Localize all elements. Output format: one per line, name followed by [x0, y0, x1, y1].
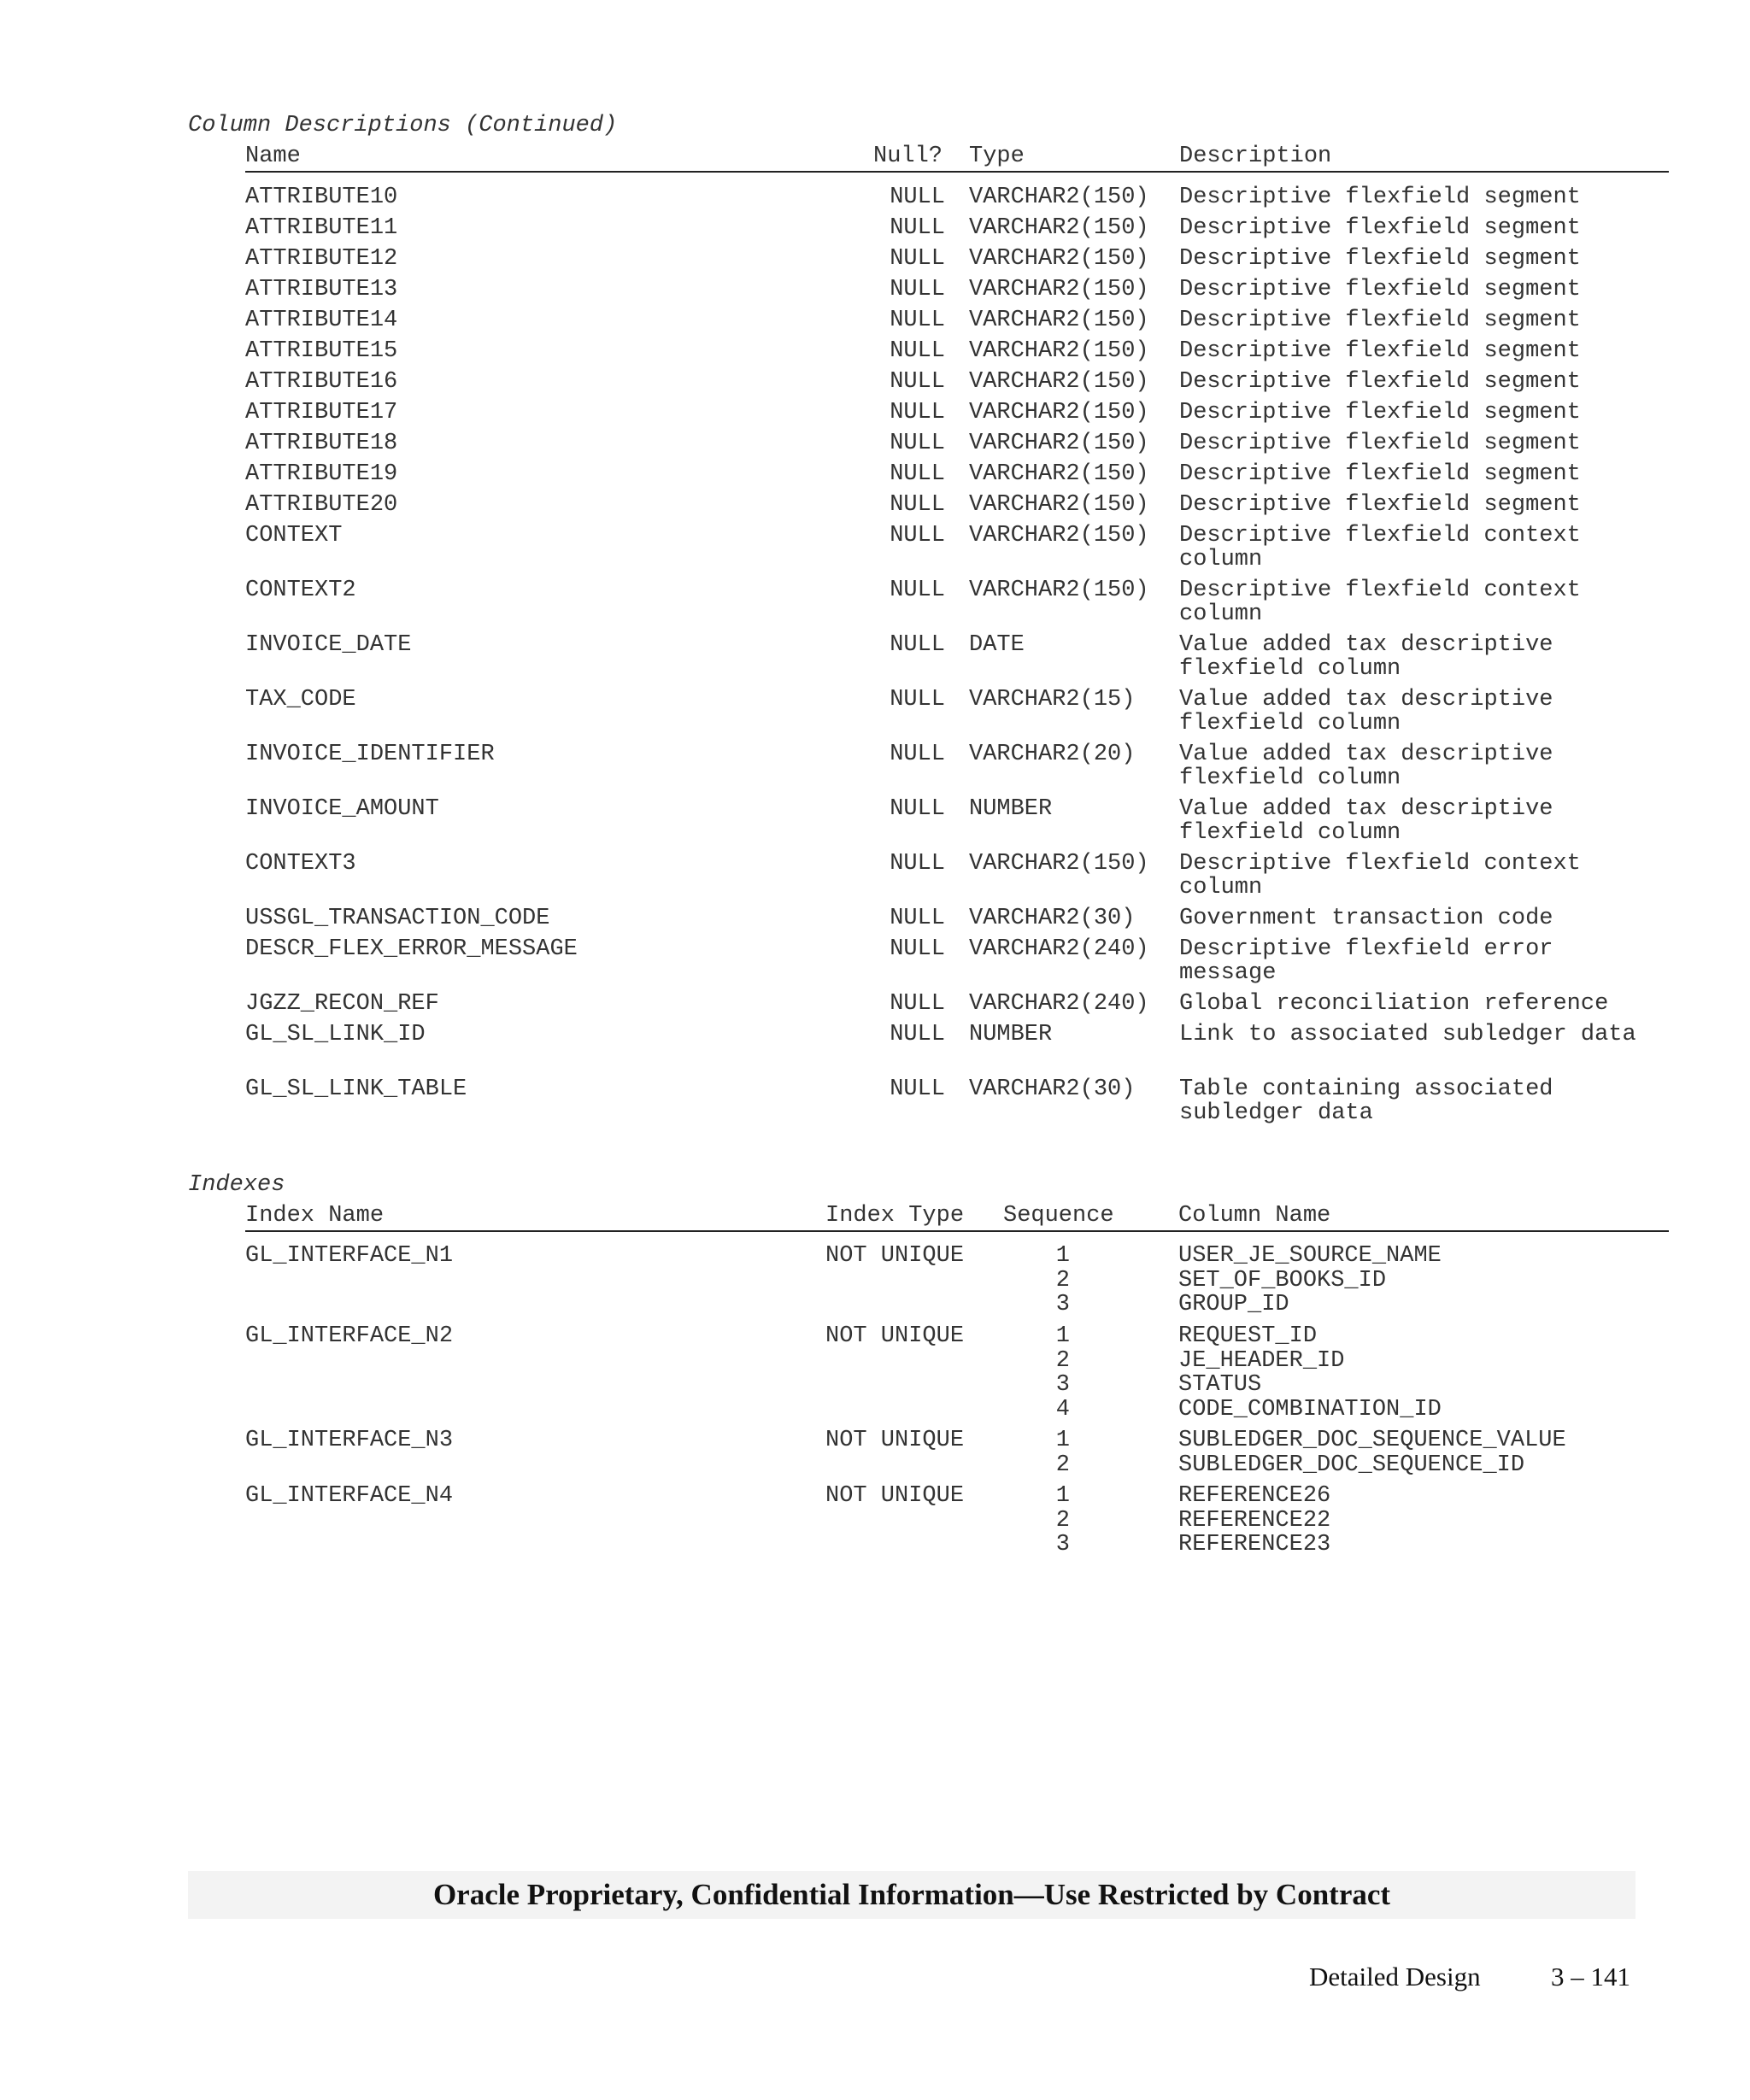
index-column-name: REFERENCE22 [1178, 1508, 1331, 1534]
index-column-name: SUBLEDGER_DOC_SEQUENCE_ID [1178, 1452, 1525, 1478]
column-type: VARCHAR2(150) [969, 492, 1149, 518]
column-descriptions-title: Column Descriptions (Continued) [188, 113, 618, 138]
column-name: DESCR_FLEX_ERROR_MESSAGE [245, 936, 578, 962]
index-type: NOT UNIQUE [825, 1483, 965, 1509]
column-description: Value added tax descriptive flexfield column [1179, 796, 1553, 846]
column-type: VARCHAR2(240) [969, 936, 1149, 962]
index-type: NOT UNIQUE [825, 1323, 965, 1349]
column-null: NULL [890, 215, 945, 241]
column-description: Value added tax descriptive flexfield column [1179, 742, 1553, 791]
column-null: NULL [890, 687, 945, 713]
index-sequence: 1 [1055, 1428, 1070, 1453]
column-description: Descriptive flexfield context column [1179, 523, 1581, 572]
column-name: ATTRIBUTE13 [245, 277, 398, 302]
header-name: Name [245, 144, 301, 169]
column-null: NULL [890, 742, 945, 767]
column-null: NULL [890, 632, 945, 658]
column-description: Descriptive flexfield context column [1179, 578, 1581, 627]
column-type: VARCHAR2(150) [969, 185, 1149, 210]
column-description: Descriptive flexfield context column [1179, 851, 1581, 900]
column-null: NULL [890, 1022, 945, 1047]
column-name: ATTRIBUTE12 [245, 246, 398, 272]
column-null: NULL [890, 1076, 945, 1102]
index-column-name: REFERENCE23 [1178, 1532, 1331, 1557]
index-sequence: 2 [1055, 1348, 1070, 1374]
index-column-name: JE_HEADER_ID [1178, 1348, 1345, 1374]
column-type: VARCHAR2(150) [969, 431, 1149, 456]
column-description: Descriptive flexfield segment [1179, 369, 1581, 395]
column-description: Descriptive flexfield error message [1179, 936, 1553, 986]
column-type: VARCHAR2(20) [969, 742, 1136, 767]
column-type: VARCHAR2(150) [969, 246, 1149, 272]
column-name: GL_SL_LINK_TABLE [245, 1076, 467, 1102]
index-sequence: 3 [1055, 1292, 1070, 1317]
index-sequence: 2 [1055, 1452, 1070, 1478]
column-name: USSGL_TRANSACTION_CODE [245, 906, 550, 931]
index-sequence: 1 [1055, 1323, 1070, 1349]
column-name: CONTEXT [245, 523, 343, 548]
column-null: NULL [890, 277, 945, 302]
column-type: VARCHAR2(240) [969, 991, 1149, 1017]
column-description: Descriptive flexfield segment [1179, 277, 1581, 302]
column-type: VARCHAR2(150) [969, 215, 1149, 241]
column-null: NULL [890, 936, 945, 962]
page-number: 3 – 141 [1551, 1962, 1630, 1991]
column-name: CONTEXT2 [245, 578, 356, 603]
confidential-notice: Oracle Proprietary, Confidential Information––Use Restricted by Contract [432, 1878, 1391, 1911]
index-sequence: 2 [1055, 1268, 1070, 1293]
column-type: VARCHAR2(150) [969, 277, 1149, 302]
index-column-name: GROUP_ID [1178, 1292, 1289, 1317]
column-type: VARCHAR2(150) [969, 851, 1149, 877]
column-name: JGZZ_RECON_REF [245, 991, 439, 1017]
section-name: Detailed Design [1309, 1962, 1481, 1991]
index-type: NOT UNIQUE [825, 1243, 965, 1269]
index-sequence: 3 [1055, 1372, 1070, 1398]
column-type: NUMBER [969, 796, 1053, 822]
header-index-name: Index Name [245, 1203, 385, 1229]
column-name: TAX_CODE [245, 687, 356, 713]
column-null: NULL [890, 991, 945, 1017]
column-name: GL_SL_LINK_ID [245, 1022, 426, 1047]
header-column-name: Column Name [1178, 1203, 1331, 1229]
index-column-name: REFERENCE26 [1178, 1483, 1331, 1509]
header-null: Null? [873, 144, 943, 169]
column-description: Table containing associated subledger data [1179, 1076, 1553, 1126]
column-description: Descriptive flexfield segment [1179, 185, 1581, 210]
index-header-rule [245, 1230, 1669, 1232]
index-name: GL_INTERFACE_N1 [245, 1243, 454, 1269]
column-type: VARCHAR2(30) [969, 906, 1136, 931]
index-sequence: 3 [1055, 1532, 1070, 1557]
column-description: Descriptive flexfield segment [1179, 400, 1581, 425]
header-sequence: Sequence [1003, 1203, 1114, 1229]
column-type: VARCHAR2(150) [969, 400, 1149, 425]
column-null: NULL [890, 461, 945, 487]
column-type: VARCHAR2(150) [969, 461, 1149, 487]
column-description: Descriptive flexfield segment [1179, 431, 1581, 456]
index-column-name: SUBLEDGER_DOC_SEQUENCE_VALUE [1178, 1428, 1566, 1453]
column-null: NULL [890, 906, 945, 931]
column-null: NULL [890, 369, 945, 395]
column-name: ATTRIBUTE19 [245, 461, 398, 487]
index-column-name: SET_OF_BOOKS_ID [1178, 1268, 1387, 1293]
column-description: Global reconciliation reference [1179, 991, 1609, 1017]
column-null: NULL [890, 338, 945, 364]
column-name: ATTRIBUTE10 [245, 185, 398, 210]
column-null: NULL [890, 308, 945, 333]
column-description: Value added tax descriptive flexfield column [1179, 632, 1553, 682]
column-name: ATTRIBUTE14 [245, 308, 398, 333]
column-description: Descriptive flexfield segment [1179, 246, 1581, 272]
column-null: NULL [890, 796, 945, 822]
index-sequence: 2 [1055, 1508, 1070, 1534]
index-type: NOT UNIQUE [825, 1428, 965, 1453]
column-description: Descriptive flexfield segment [1179, 308, 1581, 333]
index-column-name: REQUEST_ID [1178, 1323, 1318, 1349]
index-name: GL_INTERFACE_N2 [245, 1323, 454, 1349]
index-sequence: 4 [1055, 1397, 1070, 1422]
indexes-title: Indexes [188, 1172, 285, 1198]
column-type: VARCHAR2(150) [969, 523, 1149, 548]
column-null: NULL [890, 492, 945, 518]
column-name: ATTRIBUTE17 [245, 400, 398, 425]
header-index-type: Index Type [825, 1203, 965, 1229]
column-name: ATTRIBUTE16 [245, 369, 398, 395]
column-null: NULL [890, 400, 945, 425]
column-header-rule [245, 171, 1669, 173]
column-null: NULL [890, 578, 945, 603]
column-name: ATTRIBUTE18 [245, 431, 398, 456]
column-name: INVOICE_DATE [245, 632, 412, 658]
column-description: Value added tax descriptive flexfield column [1179, 687, 1553, 736]
column-name: ATTRIBUTE20 [245, 492, 398, 518]
column-description: Descriptive flexfield segment [1179, 338, 1581, 364]
header-description: Description [1179, 144, 1332, 169]
index-sequence: 1 [1055, 1243, 1070, 1269]
column-type: VARCHAR2(30) [969, 1076, 1136, 1102]
column-type: VARCHAR2(150) [969, 578, 1149, 603]
index-sequence: 1 [1055, 1483, 1070, 1509]
index-column-name: STATUS [1178, 1372, 1262, 1398]
column-name: INVOICE_AMOUNT [245, 796, 439, 822]
index-name: GL_INTERFACE_N4 [245, 1483, 454, 1509]
column-description: Government transaction code [1179, 906, 1553, 931]
column-type: VARCHAR2(15) [969, 687, 1136, 713]
column-name: CONTEXT3 [245, 851, 356, 877]
index-column-name: USER_JE_SOURCE_NAME [1178, 1243, 1442, 1269]
column-type: NUMBER [969, 1022, 1053, 1047]
header-type: Type [969, 144, 1025, 169]
column-null: NULL [890, 185, 945, 210]
column-description: Descriptive flexfield segment [1179, 215, 1581, 241]
column-type: DATE [969, 632, 1025, 658]
column-name: INVOICE_IDENTIFIER [245, 742, 495, 767]
column-null: NULL [890, 431, 945, 456]
column-type: VARCHAR2(150) [969, 369, 1149, 395]
column-type: VARCHAR2(150) [969, 338, 1149, 364]
column-description: Link to associated subledger data [1179, 1022, 1636, 1047]
column-null: NULL [890, 523, 945, 548]
column-description: Descriptive flexfield segment [1179, 492, 1581, 518]
column-type: VARCHAR2(150) [969, 308, 1149, 333]
column-name: ATTRIBUTE15 [245, 338, 398, 364]
column-null: NULL [890, 851, 945, 877]
index-name: GL_INTERFACE_N3 [245, 1428, 454, 1453]
column-description: Descriptive flexfield segment [1179, 461, 1581, 487]
column-null: NULL [890, 246, 945, 272]
index-column-name: CODE_COMBINATION_ID [1178, 1397, 1442, 1422]
column-name: ATTRIBUTE11 [245, 215, 398, 241]
